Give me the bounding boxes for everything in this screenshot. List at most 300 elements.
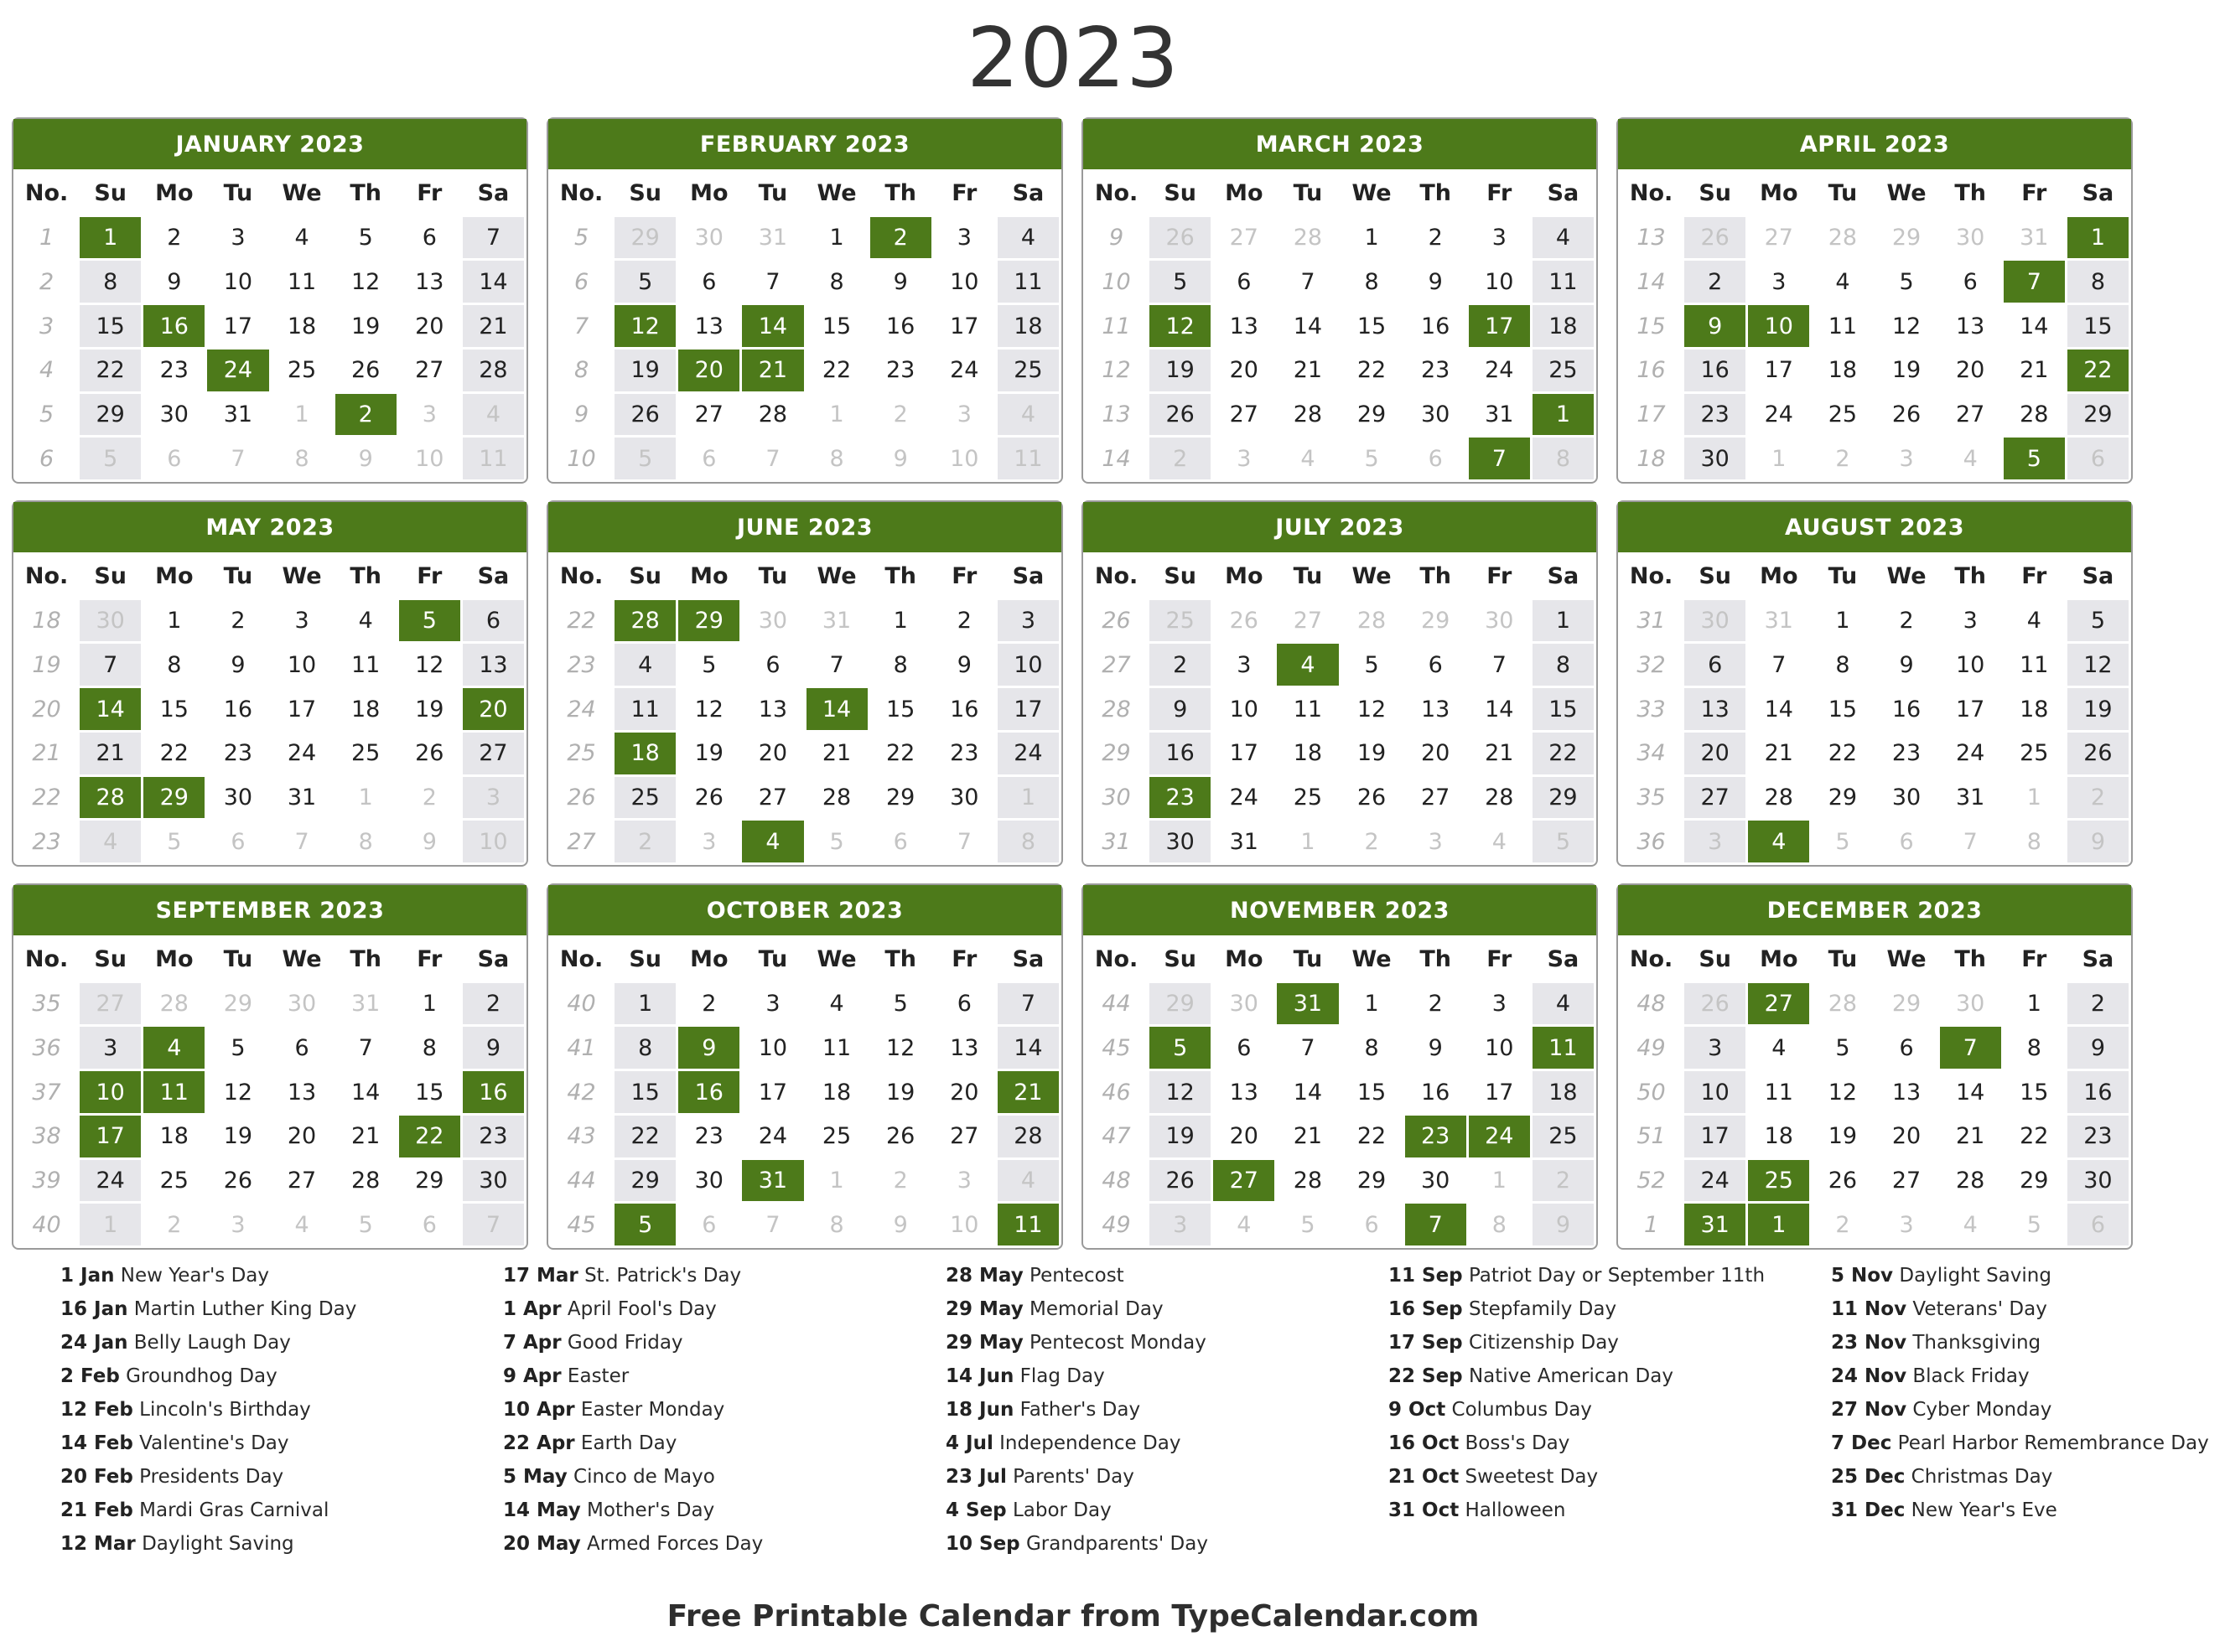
day-cell: 2 [615,821,676,862]
holiday-item [60,1359,454,1393]
day-cell: 21 [822,740,852,767]
weekday-header: No. [1629,945,1673,972]
month-title: JULY 2023 [1083,502,1596,552]
day-cell: 28 [615,600,676,642]
week-row [551,777,1059,819]
day-cell: 25 [822,1123,852,1150]
day-cell: 21 [2020,357,2049,384]
day-cell: 5 [231,1034,246,1061]
day-cell: 1 [2026,784,2041,810]
day-cell: 30 [1684,600,1745,642]
day-cell: 6 [957,991,972,1018]
day-cell: 24 [80,1160,141,1202]
day-cell: 21 [998,1071,1059,1113]
weekday-header: Fr [952,562,978,589]
holiday-item [946,1292,1340,1326]
day-cell: 3 [1428,828,1443,855]
weekday-header: Tu [1828,179,1858,206]
day-cell: 3 [231,225,246,251]
weekday-header: We [282,179,322,206]
day-cell: 18 [1828,357,1858,384]
day-cell: 22 [1533,733,1594,774]
day-cell: 1 [998,777,1059,819]
day-cell: 22 [80,350,141,391]
day-cell: 27 [950,1123,979,1150]
day-cell: 28 [1485,784,1514,810]
day-cell: 5 [615,261,676,303]
day-cell: 6 [1899,1034,1914,1061]
weekday-header: Su [1164,179,1197,206]
day-cell: 19 [351,313,381,339]
months-grid [12,117,2133,1250]
holiday-item [1831,1460,2225,1494]
day-cell: 16 [950,696,979,722]
day-cell: 30 [1421,1167,1450,1194]
day-cell: 16 [1149,733,1211,774]
week-number: 14 [1102,445,1131,472]
day-cell: 28 [1828,991,1858,1018]
day-cell: 15 [1533,688,1594,730]
holiday-name: Pentecost [1023,1265,1124,1287]
day-cell: 23 [1891,740,1922,767]
day-cell: 14 [1293,313,1323,339]
day-cell: 30 [1891,784,1922,810]
day-cell: 25 [998,350,1059,391]
day-cell: 7 [1963,828,1978,855]
day-cell: 27 [1891,1167,1922,1194]
day-cell: 21 [1293,1123,1323,1150]
day-cell: 9 [957,651,972,678]
day-cell: 25 [1293,784,1323,810]
day-cell: 4 [294,1211,309,1238]
weekday-header: Sa [1012,179,1045,206]
week-row [1086,688,1594,730]
day-cell: 22 [2067,350,2129,391]
week-row [1621,438,2129,479]
day-cell: 15 [1356,313,1387,339]
day-cell: 18 [351,696,381,722]
day-cell: 20 [1229,1123,1258,1150]
weekday-header: Tu [758,179,788,206]
week-row [1621,350,2129,391]
week-number: 2 [39,268,54,295]
week-number: 52 [1636,1167,1666,1194]
day-cell: 1 [1364,225,1379,251]
day-cell: 16 [1891,696,1922,722]
weekday-header: Fr [1486,945,1512,972]
week-row [1621,733,2129,774]
week-row [1086,394,1594,436]
day-cell: 25 [287,357,317,384]
day-cell: 5 [1364,445,1379,472]
holiday-date: 22 Apr [503,1432,575,1454]
weekday-header: Sa [1547,179,1579,206]
day-cell: 7 [1405,1204,1466,1245]
day-cell: 9 [893,268,908,295]
week-row [1086,821,1594,862]
week-number: 33 [1636,696,1666,722]
day-cell: 18 [1533,1071,1594,1113]
weekday-header: Th [1419,179,1451,206]
month-title: FEBRUARY 2023 [548,119,1061,169]
day-cell: 2 [231,608,246,634]
holiday-date: 7 Dec [1831,1432,1892,1454]
day-cell: 14 [1956,1079,1985,1106]
weekday-header: Fr [1486,179,1512,206]
day-cell: 11 [143,1071,205,1113]
day-cell: 17 [1956,696,1985,722]
day-cell: 24 [1684,1160,1745,1202]
day-cell: 29 [1891,991,1922,1018]
day-cell: 13 [1421,696,1450,722]
day-cell: 6 [1963,268,1978,295]
day-cell: 10 [998,644,1059,686]
day-cell: 3 [80,1027,141,1069]
day-cell: 3 [294,608,309,634]
week-row [1621,1204,2129,1245]
day-cell: 6 [893,828,908,855]
holiday-name: Sweetest Day [1459,1466,1599,1488]
day-cell: 5 [615,438,676,479]
holiday-column [1388,1259,1782,1527]
day-cell: 4 [1835,268,1850,295]
day-cell: 14 [463,261,524,303]
weekday-header: We [1351,945,1392,972]
day-cell: 30 [1229,991,1258,1018]
holiday-item [1831,1292,2225,1326]
day-cell: 28 [80,777,141,819]
day-cell: 1 [1771,445,1787,472]
holiday-list [60,1259,2209,1561]
holiday-date: 12 Feb [60,1399,133,1421]
week-row [1086,217,1594,259]
day-cell: 10 [950,445,979,472]
day-cell: 5 [399,600,460,642]
week-row [16,438,524,479]
day-cell: 1 [80,217,141,259]
week-number: 43 [567,1123,596,1150]
week-number: 11 [1102,313,1131,339]
holiday-name: Valentine's Day [132,1432,289,1454]
day-cell: 9 [2067,821,2129,862]
day-cell: 16 [463,1071,524,1113]
day-cell: 18 [159,1123,189,1150]
day-cell: 23 [223,740,253,767]
day-cell: 8 [1835,651,1850,678]
week-number: 8 [573,357,589,384]
day-cell: 27 [1748,983,1809,1025]
day-cell: 9 [231,651,246,678]
holiday-name: Good Friday [561,1332,683,1354]
holiday-item [60,1259,454,1292]
day-cell: 23 [1684,394,1745,436]
holiday-date: 11 Nov [1831,1298,1907,1320]
holiday-item [946,1393,1340,1427]
month-title: DECEMBER 2023 [1618,885,2131,935]
week-row [551,394,1059,436]
day-cell: 24 [1229,784,1258,810]
day-cell: 13 [694,313,724,339]
day-cell: 2 [335,394,397,436]
day-cell: 21 [1956,1123,1985,1150]
holiday-name: Easter Monday [574,1399,725,1421]
weekday-header: Su [629,945,662,972]
holiday-name: New Year's Day [114,1265,269,1287]
weekday-header: Su [94,945,127,972]
day-cell: 12 [415,651,444,678]
week-number: 21 [32,740,61,767]
day-cell: 8 [2026,1034,2041,1061]
day-cell: 2 [1684,261,1745,303]
day-cell: 28 [1293,1167,1323,1194]
weekday-header: No. [1094,945,1138,972]
day-cell: 7 [231,445,246,472]
day-cell: 25 [2020,740,2049,767]
day-cell: 20 [678,350,739,391]
day-cell: 3 [957,401,972,427]
week-row [16,217,524,259]
day-cell: 2 [463,983,524,1025]
day-cell: 11 [1293,696,1323,722]
day-cell: 3 [422,401,437,427]
weekday-header: Tu [223,562,253,589]
holiday-date: 2 Feb [60,1365,120,1387]
day-cell: 28 [351,1167,381,1194]
holiday-name: Daylight Saving [135,1533,294,1555]
day-cell: 26 [1149,394,1211,436]
day-cell: 30 [463,1160,524,1202]
weekday-header: Mo [1225,179,1263,206]
week-row [1086,777,1594,819]
holiday-date: 10 Sep [946,1533,1020,1555]
week-row [1621,644,2129,686]
holiday-name: Father's Day [1014,1399,1141,1421]
day-cell: 27 [1229,225,1258,251]
day-cell: 10 [950,268,979,295]
day-cell: 30 [1149,821,1211,862]
day-cell: 4 [1300,445,1315,472]
day-cell: 26 [1149,217,1211,259]
day-cell: 20 [1891,1123,1922,1150]
weekday-header: Sa [1012,562,1045,589]
week-row [1086,733,1594,774]
week-number: 13 [1102,401,1131,427]
day-cell: 8 [1533,438,1594,479]
day-cell: 17 [1485,1079,1514,1106]
day-cell: 4 [2026,608,2041,634]
day-cell: 8 [2067,261,2129,303]
day-cell: 1 [829,401,844,427]
weekday-header: We [1886,562,1927,589]
day-cell: 1 [615,983,676,1025]
day-cell: 9 [422,828,437,855]
day-cell: 15 [822,313,852,339]
day-cell: 29 [80,394,141,436]
week-number: 15 [1636,313,1666,339]
day-cell: 2 [1149,438,1211,479]
week-row [16,821,524,862]
weekday-header: Mo [690,179,729,206]
day-cell: 2 [957,608,972,634]
day-cell: 10 [950,1211,979,1238]
week-number: 30 [1102,784,1131,810]
week-number: 39 [32,1167,61,1194]
weekday-header: Mo [690,945,729,972]
weekday-header: Tu [758,562,788,589]
week-number: 10 [567,445,596,472]
week-number: 41 [567,1034,596,1061]
day-cell: 5 [1835,828,1850,855]
day-cell: 27 [1421,784,1450,810]
holiday-name: Flag Day [1014,1365,1105,1387]
day-cell: 23 [694,1123,724,1150]
holiday-name: Pearl Harbor Remembrance Day [1891,1432,2209,1454]
day-cell: 4 [463,394,524,436]
weekday-header: Fr [417,179,443,206]
day-cell: 16 [223,696,253,722]
day-cell: 10 [80,1071,141,1113]
day-cell: 4 [998,1160,1059,1202]
week-number: 22 [567,608,596,634]
day-cell: 30 [2067,1160,2129,1202]
month-calendar [1081,500,1598,867]
day-cell: 21 [351,1123,381,1150]
day-cell: 5 [167,828,182,855]
day-cell: 18 [822,1079,852,1106]
day-cell: 23 [886,357,915,384]
holiday-item [503,1393,897,1427]
day-cell: 14 [2020,313,2049,339]
week-number: 5 [573,225,589,251]
day-cell: 14 [1293,1079,1323,1106]
day-cell: 22 [1828,740,1858,767]
holiday-date: 20 May [503,1533,581,1555]
day-cell: 13 [1684,688,1745,730]
day-cell: 26 [1229,608,1258,634]
weekday-header: Mo [155,179,194,206]
day-cell: 11 [822,1034,852,1061]
day-cell: 22 [399,1116,460,1157]
holiday-date: 29 May [946,1332,1024,1354]
day-cell: 24 [1469,1116,1530,1157]
day-cell: 24 [207,350,268,391]
holiday-date: 16 Oct [1388,1432,1460,1454]
week-row [551,600,1059,642]
weekday-header: Mo [1760,562,1798,589]
weekday-header: Su [1164,945,1197,972]
day-cell: 6 [294,1034,309,1061]
day-cell: 29 [1891,225,1922,251]
day-cell: 4 [143,1027,205,1069]
holiday-name: Boss's Day [1459,1432,1570,1454]
holiday-name: Columbus Day [1445,1399,1592,1421]
day-cell: 19 [615,350,676,391]
day-cell: 4 [358,608,373,634]
holiday-date: 31 Oct [1388,1499,1460,1521]
day-cell: 12 [1356,696,1387,722]
day-cell: 17 [223,313,253,339]
day-cell: 4 [1771,1034,1787,1061]
month-title: APRIL 2023 [1618,119,2131,169]
month-title: SEPTEMBER 2023 [13,885,526,935]
weekday-header: Su [1699,562,1732,589]
day-cell: 10 [223,268,253,295]
weekday-header: Fr [1486,562,1512,589]
day-cell: 2 [1835,445,1850,472]
day-cell: 27 [287,1167,317,1194]
holiday-name: Earth Day [574,1432,677,1454]
weekday-header: Tu [223,945,253,972]
week-number: 29 [1102,740,1131,767]
holiday-name: Cinco de Mayo [567,1466,715,1488]
week-row [1621,1027,2129,1069]
day-cell: 28 [1356,608,1387,634]
month-title: NOVEMBER 2023 [1083,885,1596,935]
day-cell: 28 [758,401,788,427]
week-number: 40 [567,991,596,1018]
day-cell: 29 [1828,784,1858,810]
weekday-header: Fr [417,945,443,972]
day-cell: 1 [1364,991,1379,1018]
holiday-item [1388,1259,1782,1292]
weekday-header: Tu [1828,562,1858,589]
day-cell: 28 [998,1116,1059,1157]
day-cell: 6 [463,600,524,642]
holiday-name: Daylight Saving [1893,1265,2051,1287]
day-cell: 20 [950,1079,979,1106]
day-cell: 18 [998,305,1059,347]
weekday-header: Sa [1547,562,1579,589]
month-title: JANUARY 2023 [13,119,526,169]
day-cell: 30 [159,401,189,427]
holiday-date: 17 Sep [1388,1332,1463,1354]
holiday-date: 21 Oct [1388,1466,1460,1488]
day-cell: 3 [1899,445,1914,472]
day-cell: 14 [998,1027,1059,1069]
month-title: AUGUST 2023 [1618,502,2131,552]
holiday-date: 22 Sep [1388,1365,1463,1387]
day-cell: 6 [1899,828,1914,855]
day-cell: 19 [1149,1116,1211,1157]
holiday-column [946,1259,1340,1561]
day-cell: 7 [765,268,781,295]
weekday-header: Fr [2021,945,2047,972]
day-cell: 26 [1149,1160,1211,1202]
day-cell: 12 [223,1079,253,1106]
day-cell: 5 [1149,261,1211,303]
day-cell: 6 [231,828,246,855]
day-cell: 9 [893,1211,908,1238]
day-cell: 25 [1149,600,1211,642]
day-cell: 22 [2020,1123,2049,1150]
day-cell: 30 [223,784,253,810]
week-number: 37 [32,1079,61,1106]
day-cell: 15 [159,696,189,722]
holiday-date: 4 Jul [946,1432,993,1454]
day-cell: 15 [1828,696,1858,722]
weekday-header: We [1351,179,1392,206]
week-number: 49 [1636,1034,1666,1061]
day-cell: 20 [287,1123,317,1150]
day-cell: 5 [615,1204,676,1245]
weekday-header: Mo [1760,179,1798,206]
day-cell: 24 [950,357,979,384]
day-cell: 27 [1764,225,1793,251]
month-calendar [12,500,528,867]
holiday-date: 12 Mar [60,1533,136,1555]
week-number: 1 [39,225,54,251]
day-cell: 7 [2004,261,2065,303]
